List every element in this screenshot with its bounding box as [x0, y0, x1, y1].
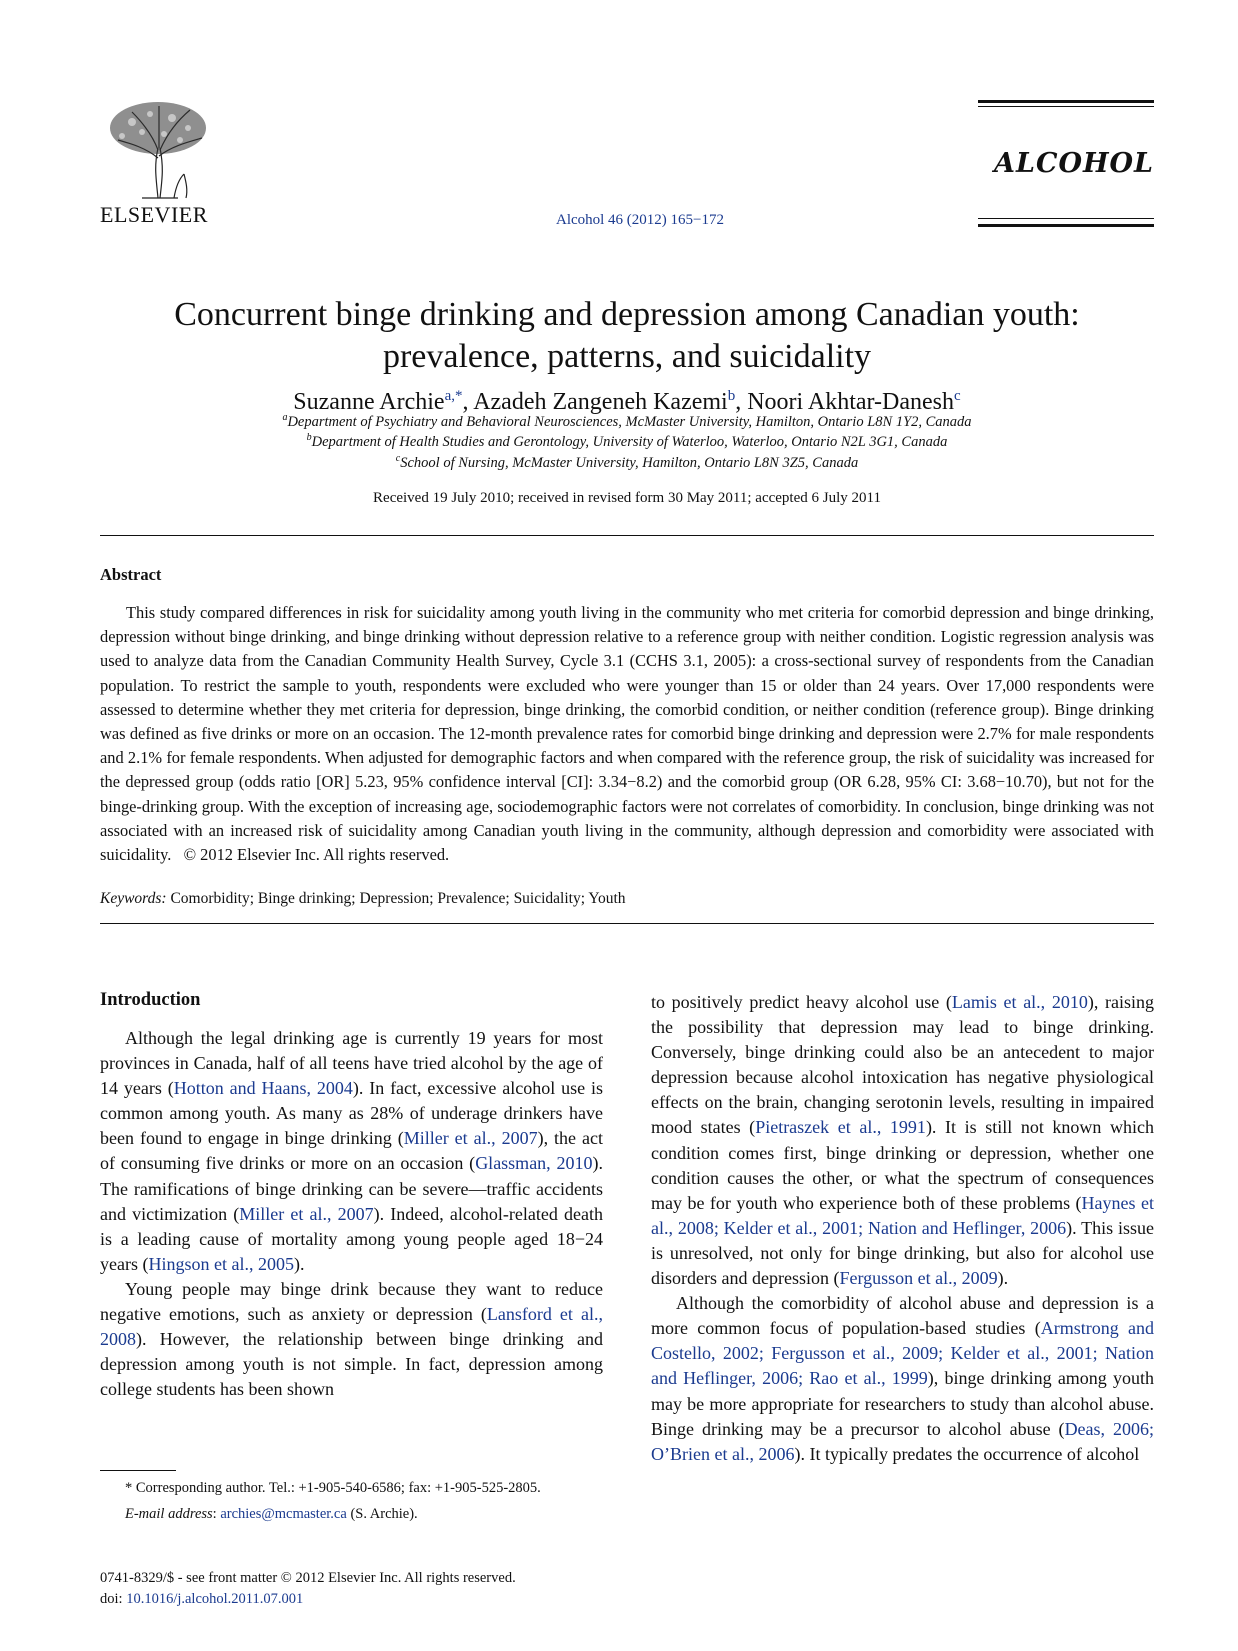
keywords-line — [100, 890, 1154, 908]
citation-link[interactable]: Hotton and Haans, 2004 — [173, 1078, 353, 1099]
divider-bottom — [100, 923, 1154, 924]
paragraph: Although the legal drinking age is currently 19 years for most provinces in Canada, half of all teens have tried alcohol by the age of 14 years (Hotton and Haans, 2004). In fact, excessive alcohol use is common among youth. As many as 28% of underage drinkers have been found to engage in binge drinking (Miller et al., 2007), the act of consuming five drinks or more on an occasion (Glassman, 2010). The ramifications of binge drinking can be severe—traffic accidents and victimization (Miller et al., 2007). Indeed, alcohol-related death is a leading cause of mortality among young people aged 18−24 years (Hingson et al., 2005). — [100, 1028, 603, 1274]
affiliation-marker: b — [306, 432, 312, 443]
journal-masthead — [978, 100, 1154, 228]
masthead-rule-top — [978, 100, 1154, 103]
divider-top — [100, 535, 1154, 536]
author-name: Suzanne Archie — [293, 389, 445, 415]
section-heading-introduction: Introduction — [100, 990, 201, 1010]
email-label: E-mail address — [125, 1506, 213, 1522]
front-matter — [100, 1568, 603, 1610]
title-line-1: Concurrent binge drinking and depression among Canadian youth: — [174, 296, 1080, 333]
article-title — [100, 294, 1154, 378]
affiliation-text: Department of Health Studies and Gerontology, University of Waterloo, Waterloo, Ontario N2L 3G1, Canada — [311, 433, 948, 450]
doi-line — [100, 1589, 603, 1610]
affiliation-c — [100, 453, 1154, 472]
paragraph: to positively predict heavy alcohol use (Lamis et al., 2010), raising the possibility that depression may lead to binge drinking. Conversely, binge drinking could also be an antecedent to major depression because alcohol intoxication has negative physiological effects on the brain, changing serotonin levels, resulting in impaired mood states (Pietraszek et al., 1991). It is still not known which condition comes first, binge drinking or depression, whether one condition causes the other, or what the spectrum of consequences may be for youth who experience both of these problems (Haynes et al., 2008; Kelder et al., 2001; Nation and Heflinger, 2006). This issue is unresolved, not only for binge drinking, but also for alcohol use disorders and depression (Fergusson et al., 2009). — [651, 992, 1155, 1289]
column-right — [651, 990, 1154, 1467]
masthead-rule-top-thin — [978, 106, 1154, 107]
affiliation-marker: c — [395, 453, 401, 464]
author-affiliation-marker[interactable]: a,* — [444, 388, 463, 404]
citation-link[interactable]: Glassman, 2010 — [475, 1153, 593, 1174]
corresponding-author-note: * Corresponding author. Tel.: +1-905-540-6586; fax: +1-905-525-2805. — [125, 1480, 541, 1496]
citation-link[interactable]: Hingson et al., 2005 — [148, 1253, 294, 1274]
keywords-list: Comorbidity; Binge drinking; Depression; Prevalence; Suicidality; Youth — [170, 890, 626, 907]
affiliation-text: School of Nursing, McMaster University, Hamilton, Ontario L8N 3Z5, Canada — [400, 454, 859, 471]
affiliation-text: Department of Psychiatry and Behavioral Neurosciences, McMaster University, Hamilton, Ontario L8N 1Y2, Canada — [287, 413, 972, 430]
doi-label: doi: — [100, 1591, 123, 1607]
affiliation-a — [100, 412, 1154, 431]
doi-link[interactable]: 10.1016/j.alcohol.2011.07.001 — [126, 1591, 304, 1607]
abstract-text: This study compared differences in risk for suicidality among youth living in the community who met criteria for comorbid depression and binge drinking, depression without binge drinking, and binge drinking without depression relative to a reference group with neither condition. Logistic regression analysis was used to analyze data from the Canadian Community Health Survey, Cycle 3.1 (CCHS 3.1, 2005): a cross-sectional survey of respondents from the Canadian population. To restrict the sample to youth, respondents were excluded who were younger than 15 or older than 24 years. Over 17,000 respondents were assessed to determine whether they met criteria for depression, binge drinking, the comorbid condition, or neither condition (reference group). Binge drinking was defined as five drinks or more on an occasion. The 12-month prevalence rates for comorbid binge drinking and depression were 2.7% for male respondents and 2.1% for female respondents. When adjusted for demographic factors and when compared with the reference group, the risk of suicidality was increased for the depressed group (odds ratio [OR] 5.23, 95% confidence interval [CI]: 3.34−8.2) and the comorbid group (OR 6.28, 95% CI: 3.68−10.70), but not for the binge-drinking group. With the exception of increasing age, sociodemographic factors were not correlates of comorbidity. In conclusion, binge drinking was not associated with an increased risk of suicidality among Canadian youth living in the community, although depression and comorbidity were associated with suicidality. — [100, 603, 1154, 865]
affiliation-b — [100, 432, 1154, 451]
paragraph: Young people may binge drink because they want to reduce negative emotions, such as anxiety or depression (Lansford et al., 2008). However, the relationship between binge drinking and depression among youth is not simple. In fact, depression among college students has been shown — [100, 1278, 603, 1400]
author-name: Noori Akhtar-Danesh — [747, 389, 955, 415]
citation-link[interactable]: Haynes et al., 2008; Kelder et al., 2001; Nation and Heflinger, 2006 — [651, 1192, 1154, 1238]
masthead-rule-bottom — [978, 224, 1154, 227]
citation-link[interactable]: Lansford et al., 2008 — [100, 1304, 603, 1350]
email-suffix: (S. Archie). — [346, 1506, 418, 1522]
footnotes — [100, 1478, 603, 1524]
citation-link[interactable]: Fergusson et al., 2009 — [839, 1268, 998, 1289]
citation-link[interactable]: Lamis et al., 2010 — [951, 992, 1088, 1012]
journal-name: ALCOHOL — [994, 148, 1154, 179]
abstract-body — [100, 601, 1154, 867]
author-name: Azadeh Zangeneh Kazemi — [473, 389, 728, 415]
masthead-rule-bottom-thin — [978, 218, 1154, 219]
column-left — [100, 1026, 603, 1402]
citation-link[interactable]: Miller et al., 2007 — [239, 1203, 374, 1224]
citation-link[interactable]: Pietraszek et al., 1991 — [755, 1117, 926, 1138]
publisher-logo — [100, 98, 218, 230]
publisher-name: ELSEVIER — [100, 202, 208, 227]
citation-link[interactable]: Miller et al., 2007 — [403, 1128, 538, 1149]
front-matter-issn: 0741-8329/$ - see front matter © 2012 Elsevier Inc. All rights reserved. — [100, 1570, 516, 1586]
keywords-label: Keywords: — [100, 890, 167, 907]
abstract-copyright: © 2012 Elsevier Inc. All rights reserved. — [183, 845, 450, 865]
footnote-rule — [100, 1470, 176, 1471]
author-list: Suzanne Archie$^{a,*}$, Azadeh Zangeneh Kazemi$^b$, Noori Akhtar-Danesh$^c$ — [293, 388, 961, 415]
citation-link[interactable]: Deas, 2006; O’Brien et al., 2006 — [651, 1418, 1155, 1464]
journal-reference[interactable]: Alcohol 46 (2012) 165−172 — [555, 212, 725, 228]
citation-link[interactable]: Armstrong and Costello, 2002; Fergusson et al., 2009; Kelder et al., 2001; Nation and Heflinger, 2006; Rao et al., 1999 — [651, 1318, 1154, 1389]
paragraph: Although the comorbidity of alcohol abuse and depression is a more common focus of population-based studies (Armstrong and Costello, 2002; Fergusson et al., 2009; Kelder et al., 2001; Nation and Heflinger, 2006; Rao et al., 1999), binge drinking among youth may be more appropriate for researchers to study than alcohol abuse. Binge drinking may be a precursor to alcohol abuse (Deas, 2006; O’Brien et al., 2006). It typically predates the occurrence of alcohol — [651, 1293, 1155, 1464]
affiliation-marker: a — [282, 412, 288, 423]
elsevier-tree-logo-icon — [102, 98, 214, 200]
received-dates: Received 19 July 2010; received in revised form 30 May 2011; accepted 6 July 2011 — [373, 490, 881, 506]
author-affiliation-marker[interactable]: c — [954, 388, 961, 404]
title-line-2: prevalence, patterns, and suicidality — [382, 338, 872, 375]
email-link[interactable]: archies@mcmaster.ca — [220, 1506, 347, 1522]
email-note: E-mail address: archies@mcmaster.ca (S. Archie). — [125, 1506, 418, 1522]
author-affiliation-marker[interactable]: b — [727, 388, 736, 404]
abstract-heading: Abstract — [100, 565, 162, 584]
